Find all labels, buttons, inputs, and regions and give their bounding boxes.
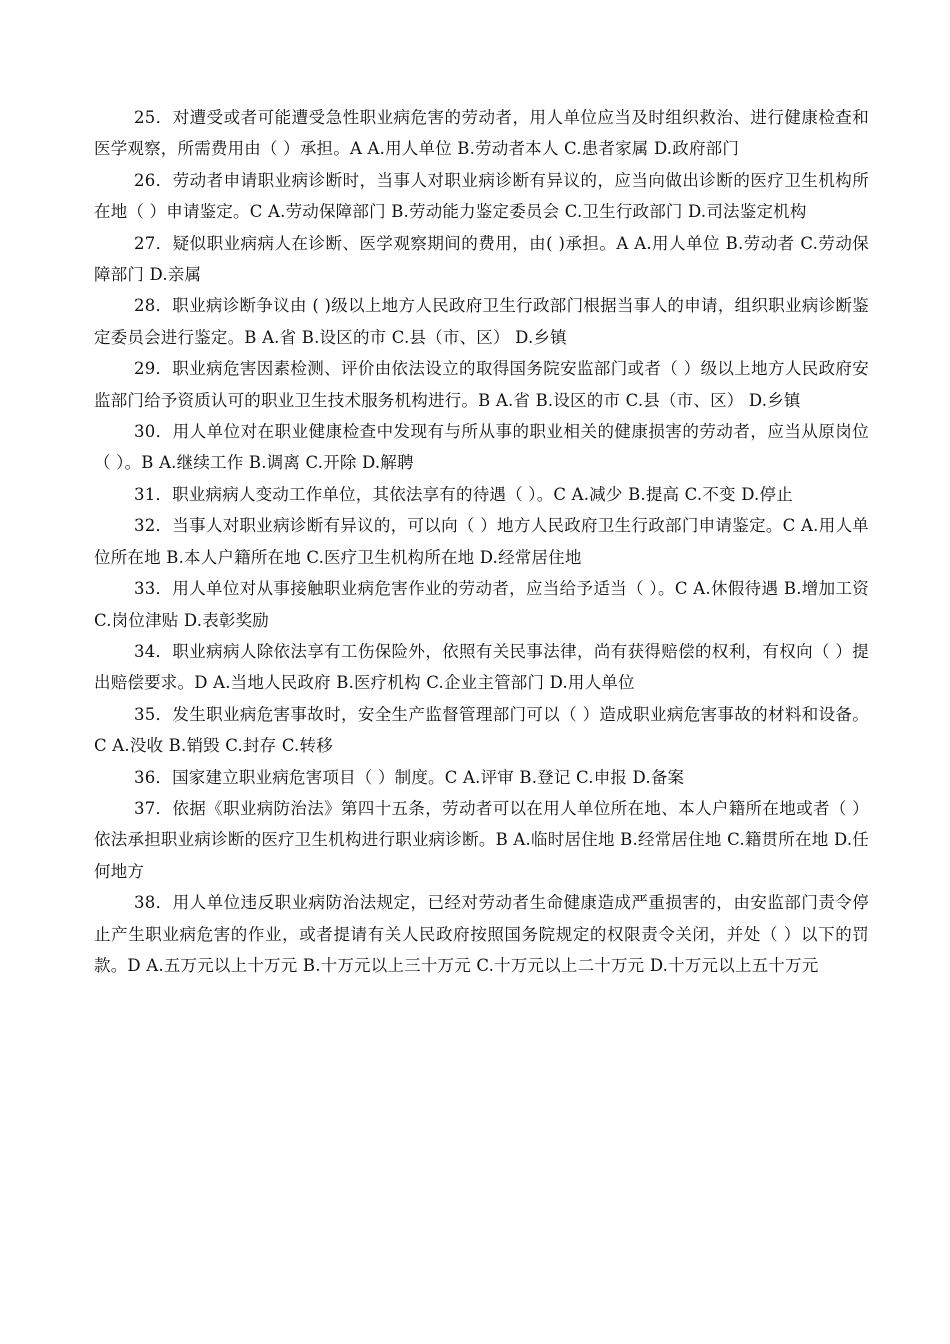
question-32: 32．当事人对职业病诊断有异议的，可以向（ ）地方人民政府卫生行政部门申请鉴定。C A.用人单位所在地 B.本人户籍所在地 C.医疗卫生机构所在地 D.经常居住地	[94, 516, 869, 567]
question-27: 27．疑似职业病病人在诊断、医学观察期间的费用，由( )承担。A A.用人单位 B.劳动者 C.劳动保障部门 D.亲属	[94, 233, 869, 285]
question-list	[94, 102, 869, 981]
question-38: 38．用人单位违反职业病防治法规定，已经对劳动者生命健康造成严重损害的，由安监部门责令停止产生职业病危害的作业，或者提请有关人民政府按照国务院规定的权限责令关闭，并处（ ）以下的罚款。D A.五万元以上十万元 B.十万元以上三十万元 C.十万元以上二十万元 D.十万元以上五十万元	[94, 893, 869, 975]
question-26: 26．劳动者申请职业病诊断时，当事人对职业病诊断有异议的，应当向做出诊断的医疗卫生机构所在地（ ）申请鉴定。C A.劳动保障部门 B.劳动能力鉴定委员会 C.卫生行政部门 D.司法鉴定机构	[94, 170, 869, 222]
question-33: 33．用人单位对从事接触职业病危害作业的劳动者，应当给予适当（ ）。C A.休假待遇 B.增加工资 C.岗位津贴 D.表彰奖励	[94, 579, 869, 630]
question-29: 29．职业病危害因素检测、评价由依法设立的取得国务院安监部门或者（ ）级以上地方人民政府安监部门给予资质认可的职业卫生技术服务机构进行。B A.省 B.设区的市 C.县（市、区） D.乡镇	[94, 359, 869, 410]
question-34: 34．职业病病人除依法享有工伤保险外，依照有关民事法律，尚有获得赔偿的权利，有权向（ ）提出赔偿要求。D A.当地人民政府 B.医疗机构 C.企业主管部门 D.用人单位	[94, 641, 869, 693]
question-30: 30．用人单位对在职业健康检查中发现有与所从事的职业相关的健康损害的劳动者，应当从原岗位（ ）。B A.继续工作 B.调离 C.开除 D.解聘	[94, 422, 869, 473]
question-35: 35．发生职业病危害事故时，安全生产监督管理部门可以（ ）造成职业病危害事故的材料和设备。C A.没收 B.销毁 C.封存 C.转移	[94, 704, 869, 756]
question-28: 28．职业病诊断争议由 ( )级以上地方人民政府卫生行政部门根据当事人的申请，组织职业病诊断鉴定委员会进行鉴定。B A.省 B.设区的市 C.县（市、区） D.乡镇	[94, 296, 869, 347]
question-31: 31．职业病病人变动工作单位，其依法享有的待遇（ ）。C A.减少 B.提高 C.不变 D.停止	[134, 484, 793, 504]
question-25: 25．对遭受或者可能遭受急性职业病危害的劳动者，用人单位应当及时组织救治、进行健康检查和医学观察，所需费用由（ ）承担。A A.用人单位 B.劳动者本人 C.患者家属 D.政府部门	[94, 108, 869, 159]
question-36: 36．国家建立职业病危害项目（ ）制度。C A.评审 B.登记 C.申报 D.备案	[134, 767, 685, 787]
question-37: 37．依据《职业病防治法》第四十五条，劳动者可以在用人单位所在地、本人户籍所在地或者（ ）依法承担职业病诊断的医疗卫生机构进行职业病诊断。B A.临时居住地 B.经常居住地 C.籍贯所在地 D.任何地方	[94, 798, 869, 881]
